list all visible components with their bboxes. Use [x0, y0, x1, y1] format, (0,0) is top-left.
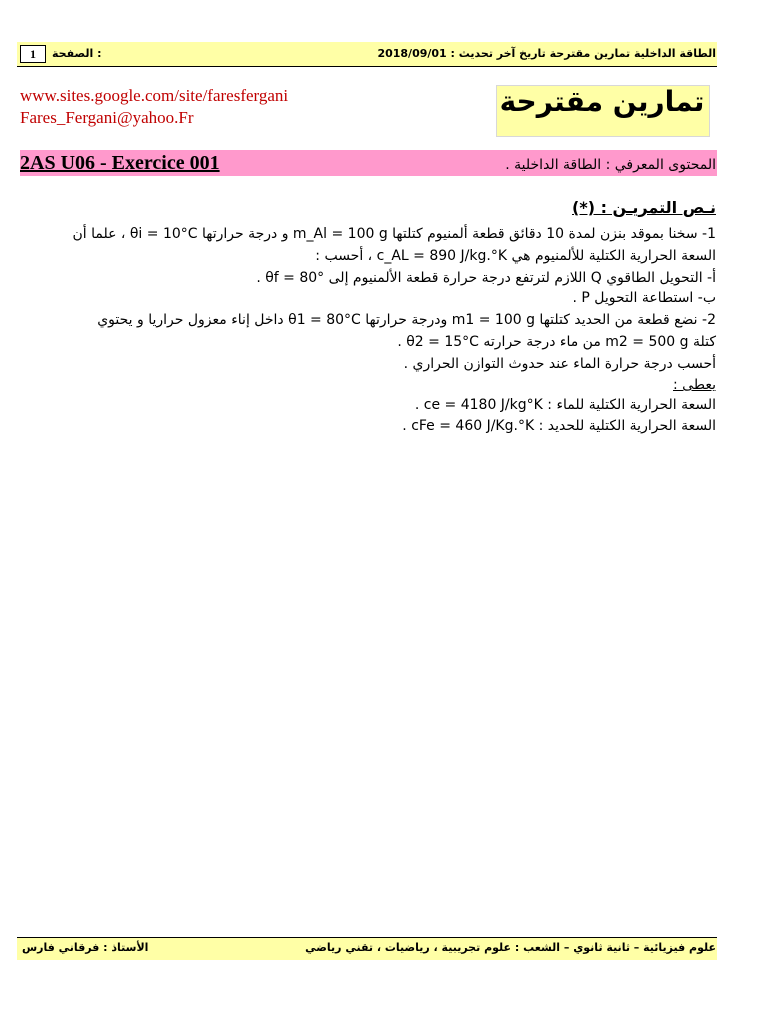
exercise-code: 2AS U06 - Exercice 001	[20, 152, 220, 174]
page-number-box: 1	[20, 45, 46, 63]
exercise-line: ب- استطاعة التحويل P .	[572, 290, 716, 306]
website-link[interactable]: www.sites.google.com/site/faresfergani	[20, 86, 289, 105]
content-field: المحتوى المعرفي : الطاقة الداخلية .	[505, 157, 716, 173]
exercise-line: أحسب درجة حرارة الماء عند حدوث التوازن الحراري .	[403, 356, 716, 372]
exercise-line: السعة الحرارية الكتلية للألمنيوم هي c_AL = 890 J/kg.°K ، أحسب :	[315, 248, 716, 264]
section-title: نـص التمريـن : (*)	[572, 198, 716, 217]
header-info: الطاقة الداخلية تمارين مقترحة تاريخ آخر تحديث : 2018/09/01	[377, 47, 716, 60]
given-label: يعطى :	[673, 377, 716, 393]
page-label: الصفحة :	[52, 47, 102, 60]
course-info: علوم فيزيائية – ثانية ثانوي – الشعب : علوم تجريبية ، رياضيات ، تقني رياضي	[305, 941, 716, 954]
page-title: تمارين مقترحة	[499, 85, 705, 118]
exercise-line: السعة الحرارية الكتلية للحديد : cFe = 460 J/Kg.°K .	[402, 418, 716, 434]
exercise-line: 2- نضع قطعة من الحديد كتلتها m1 = 100 g ودرجة حرارتها θ1 = 80°C داخل إناء معزول حراريا و يحتوي	[97, 312, 716, 328]
email-link[interactable]: Fares_Fergani@yahoo.Fr	[20, 108, 194, 127]
exercise-line: السعة الحرارية الكتلية للماء : ce = 4180 J/kg°K .	[414, 397, 716, 413]
teacher-name: الأستاذ : فرقاني فارس	[22, 941, 149, 954]
exercise-line: كتلة m2 = 500 g من ماء درجة حرارته θ2 = 15°C .	[397, 334, 716, 350]
exercise-line: 1- سخنا بموقد بنزن لمدة 10 دقائق قطعة ألمنيوم كتلتها m_Al = 100 g و درجة حرارتها θi = 10°C ، علما أن	[72, 226, 716, 242]
exercise-line: أ- التحويل الطاقوي Q اللازم لترتفع درجة حرارة قطعة الألمنيوم إلى θf = 80° .	[256, 270, 716, 286]
